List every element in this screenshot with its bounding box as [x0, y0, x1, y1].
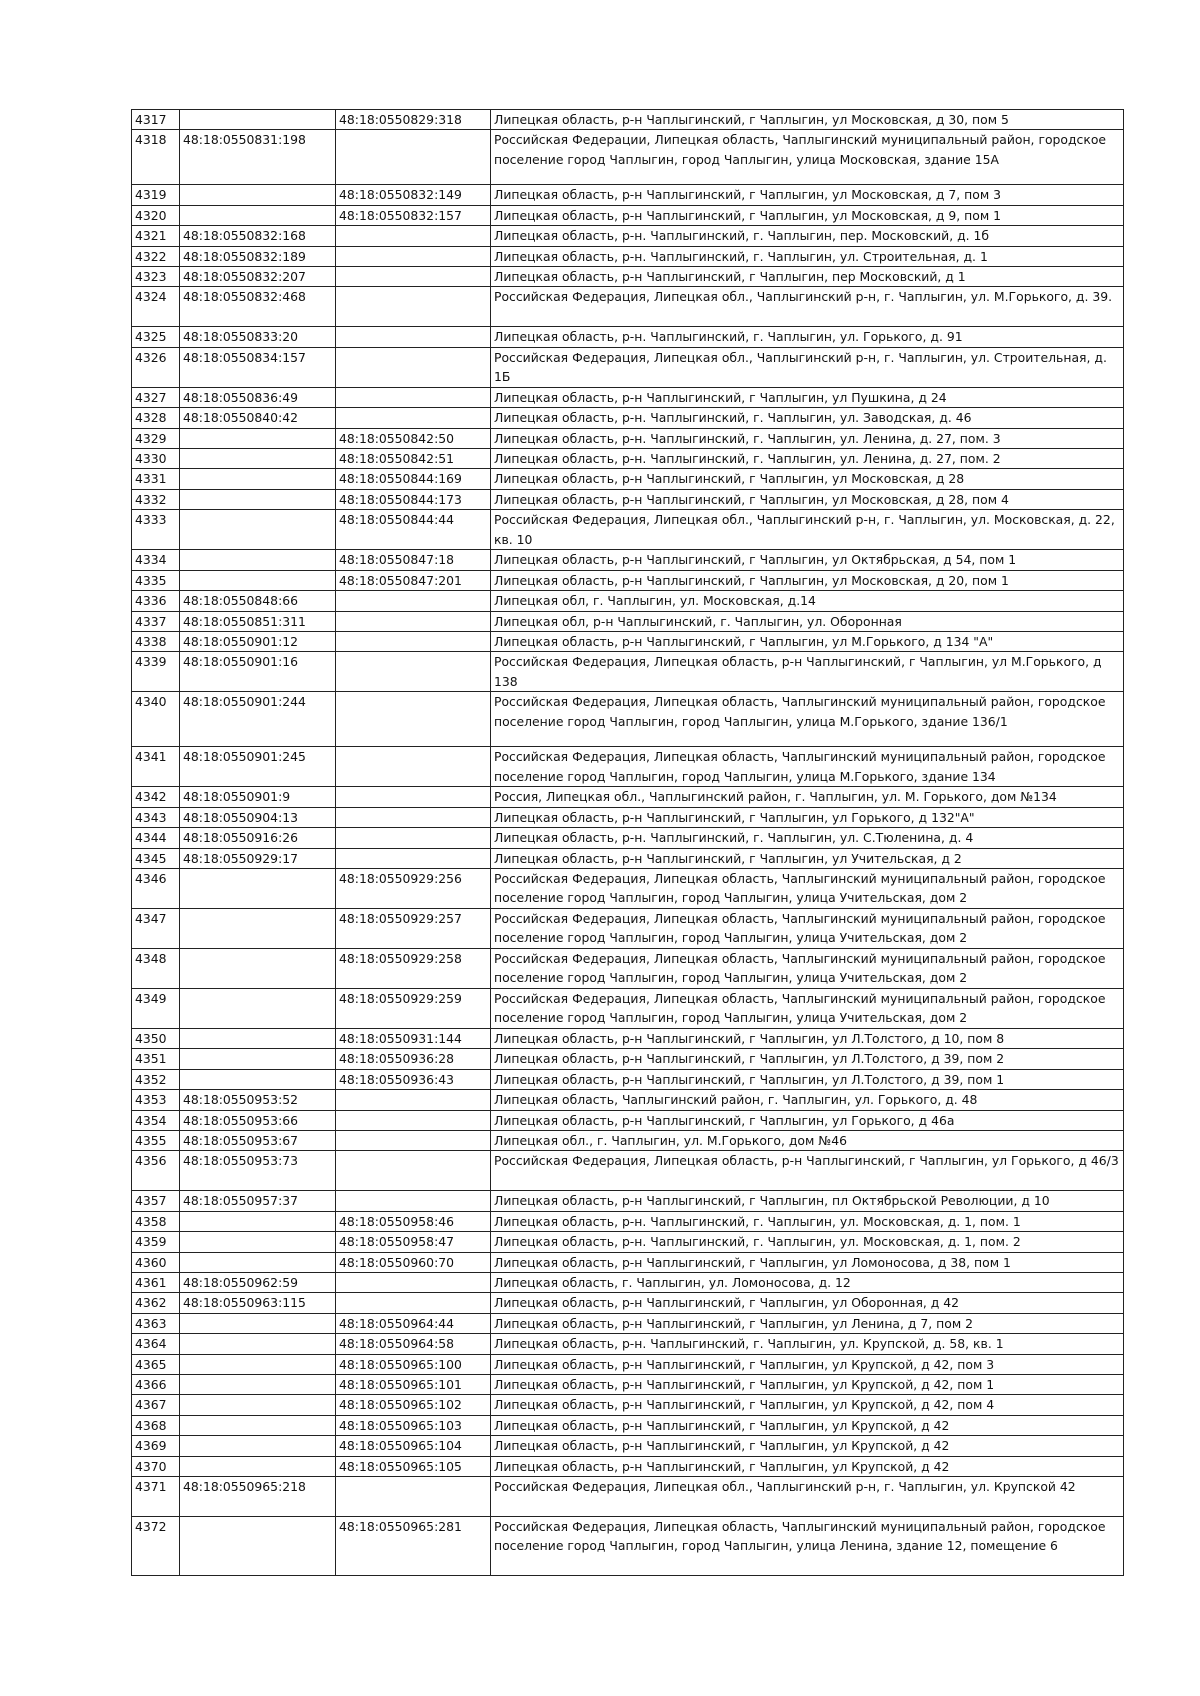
address-cell: Липецкая обл, р-н Чаплыгинский, г. Чаплыгин, ул. Оборонная — [491, 611, 1124, 631]
table-row — [132, 652, 1124, 692]
cadastral-land-cell — [180, 1456, 336, 1476]
table-row — [132, 185, 1124, 205]
row-number-cell: 4334 — [132, 550, 180, 570]
cadastral-object-cell: 48:18:0550960:70 — [336, 1252, 491, 1272]
cadastral-object-cell — [336, 631, 491, 651]
cadastral-land-cell — [180, 205, 336, 225]
cadastral-object-cell — [336, 347, 491, 387]
cadastral-land-cell: 48:18:0550965:218 — [180, 1477, 336, 1517]
row-number-cell: 4369 — [132, 1436, 180, 1456]
address-cell: Липецкая область, р-н Чаплыгинский, г Чаплыгин, ул Крупской, д 42, пом 4 — [491, 1395, 1124, 1415]
table-row — [132, 1456, 1124, 1476]
address-cell: Липецкая область, г. Чаплыгин, ул. Ломоносова, д. 12 — [491, 1273, 1124, 1293]
row-number-cell: 4341 — [132, 747, 180, 787]
cadastral-object-cell: 48:18:0550965:105 — [336, 1456, 491, 1476]
row-number-cell: 4365 — [132, 1354, 180, 1374]
cadastral-land-cell — [180, 1313, 336, 1333]
cadastral-land-cell: 48:18:0550848:66 — [180, 591, 336, 611]
cadastral-land-cell — [180, 1334, 336, 1354]
cadastral-land-cell: 48:18:0550962:59 — [180, 1273, 336, 1293]
cadastral-object-cell — [336, 692, 491, 747]
cadastral-land-cell: 48:18:0550901:9 — [180, 787, 336, 807]
table-row — [132, 205, 1124, 225]
row-number-cell: 4356 — [132, 1151, 180, 1191]
row-number-cell: 4361 — [132, 1273, 180, 1293]
table-row — [132, 1273, 1124, 1293]
cadastral-object-cell: 48:18:0550965:100 — [336, 1354, 491, 1374]
table-row — [132, 1517, 1124, 1576]
row-number-cell: 4358 — [132, 1211, 180, 1231]
address-cell: Российская Федерация, Липецкая обл., Чаплыгинский р-н, г. Чаплыгин, ул. Строительная, д. 1Б — [491, 347, 1124, 387]
address-cell: Липецкая область, р-н Чаплыгинский, г Чаплыгин, ул Московская, д 30, пом 5 — [491, 110, 1124, 130]
row-number-cell: 4324 — [132, 287, 180, 327]
row-number-cell: 4327 — [132, 387, 180, 407]
cadastral-object-cell: 48:18:0550929:259 — [336, 988, 491, 1028]
address-cell: Липецкая область, р-н Чаплыгинский, г Чаплыгин, ул Московская, д 28 — [491, 469, 1124, 489]
address-cell: Липецкая область, Чаплыгинский район, г. Чаплыгин, ул. Горького, д. 48 — [491, 1090, 1124, 1110]
cadastral-land-cell: 48:18:0550834:157 — [180, 347, 336, 387]
row-number-cell: 4335 — [132, 570, 180, 590]
cadastral-object-cell: 48:18:0550958:47 — [336, 1232, 491, 1252]
cadastral-object-cell: 48:18:0550965:101 — [336, 1375, 491, 1395]
cadastral-land-cell — [180, 449, 336, 469]
table-row — [132, 1415, 1124, 1435]
registry-table-body — [132, 110, 1124, 1576]
address-cell: Российская Федерация, Липецкая область, Чаплыгинский муниципальный район, городское поселение город Чаплыгин, город Чаплыгин, улица Учительская, дом 2 — [491, 868, 1124, 908]
address-cell: Липецкая область, р-н Чаплыгинский, г Чаплыгин, ул Ленина, д 7, пом 2 — [491, 1313, 1124, 1333]
table-row — [132, 1354, 1124, 1374]
row-number-cell: 4330 — [132, 449, 180, 469]
address-cell: Российская Федерация, Липецкая обл., Чаплыгинский р-н, г. Чаплыгин, ул. Московская, д. 22, кв. 10 — [491, 510, 1124, 550]
address-cell: Липецкая область, р-н Чаплыгинский, г Чаплыгин, ул Крупской, д 42, пом 1 — [491, 1375, 1124, 1395]
cadastral-land-cell: 48:18:0550836:49 — [180, 387, 336, 407]
address-cell: Липецкая область, р-н Чаплыгинский, г Чаплыгин, ул Крупской, д 42 — [491, 1456, 1124, 1476]
row-number-cell: 4320 — [132, 205, 180, 225]
cadastral-land-cell: 48:18:0550832:168 — [180, 226, 336, 246]
table-row — [132, 1211, 1124, 1231]
cadastral-land-cell — [180, 1395, 336, 1415]
table-row — [132, 408, 1124, 428]
cadastral-object-cell — [336, 1293, 491, 1313]
row-number-cell: 4353 — [132, 1090, 180, 1110]
address-cell: Липецкая область, р-н Чаплыгинский, г Чаплыгин, ул М.Горького, д 134 "А" — [491, 631, 1124, 651]
row-number-cell: 4368 — [132, 1415, 180, 1435]
table-row — [132, 267, 1124, 287]
row-number-cell: 4333 — [132, 510, 180, 550]
row-number-cell: 4347 — [132, 908, 180, 948]
row-number-cell: 4338 — [132, 631, 180, 651]
address-cell: Липецкая область, р-н. Чаплыгинский, г. Чаплыгин, ул. Ленина, д. 27, пом. 3 — [491, 428, 1124, 448]
address-cell: Липецкая область, р-н Чаплыгинский, г Чаплыгин, ул Октябрьская, д 54, пом 1 — [491, 550, 1124, 570]
address-cell: Липецкая область, р-н. Чаплыгинский, г. Чаплыгин, ул. С.Тюленина, д. 4 — [491, 828, 1124, 848]
row-number-cell: 4367 — [132, 1395, 180, 1415]
table-row — [132, 611, 1124, 631]
cadastral-land-cell — [180, 469, 336, 489]
row-number-cell: 4350 — [132, 1028, 180, 1048]
cadastral-object-cell: 48:18:0550847:18 — [336, 550, 491, 570]
cadastral-land-cell — [180, 1252, 336, 1272]
cadastral-land-cell: 48:18:0550904:13 — [180, 807, 336, 827]
address-cell: Липецкая область, р-н Чаплыгинский, г Чаплыгин, пер Московский, д 1 — [491, 267, 1124, 287]
row-number-cell: 4337 — [132, 611, 180, 631]
table-row — [132, 287, 1124, 327]
cadastral-object-cell — [336, 1273, 491, 1293]
table-row — [132, 130, 1124, 185]
cadastral-object-cell: 48:18:0550958:46 — [336, 1211, 491, 1231]
table-row — [132, 591, 1124, 611]
address-cell: Российская Федерация, Липецкая область, Чаплыгинский муниципальный район, городское поселение город Чаплыгин, город Чаплыгин, улица М.Горького, здание 134 — [491, 747, 1124, 787]
row-number-cell: 4371 — [132, 1477, 180, 1517]
table-row — [132, 570, 1124, 590]
table-row — [132, 489, 1124, 509]
row-number-cell: 4357 — [132, 1191, 180, 1211]
row-number-cell: 4321 — [132, 226, 180, 246]
table-row — [132, 469, 1124, 489]
cadastral-land-cell — [180, 1415, 336, 1435]
row-number-cell: 4360 — [132, 1252, 180, 1272]
row-number-cell: 4331 — [132, 469, 180, 489]
row-number-cell: 4343 — [132, 807, 180, 827]
cadastral-object-cell: 48:18:0550847:201 — [336, 570, 491, 590]
address-cell: Липецкая область, р-н Чаплыгинский, г Чаплыгин, ул Пушкина, д 24 — [491, 387, 1124, 407]
cadastral-object-cell: 48:18:0550929:258 — [336, 948, 491, 988]
table-row — [132, 828, 1124, 848]
cadastral-land-cell: 48:18:0550963:115 — [180, 1293, 336, 1313]
cadastral-object-cell — [336, 408, 491, 428]
address-cell: Российская Федерация, Липецкая обл., Чаплыгинский р-н, г. Чаплыгин, ул. Крупской 42 — [491, 1477, 1124, 1517]
row-number-cell: 4322 — [132, 246, 180, 266]
cadastral-land-cell — [180, 510, 336, 550]
table-row — [132, 246, 1124, 266]
table-row — [132, 1395, 1124, 1415]
cadastral-land-cell: 48:18:0550916:26 — [180, 828, 336, 848]
address-cell: Российская Федерация, Липецкая область, Чаплыгинский муниципальный район, городское поселение город Чаплыгин, город Чаплыгин, улица Учительская, дом 2 — [491, 948, 1124, 988]
address-cell: Российская Федерация, Липецкая область, р-н Чаплыгинский, г Чаплыгин, ул Горького, д 46/3 — [491, 1151, 1124, 1191]
cadastral-land-cell — [180, 1375, 336, 1395]
table-row — [132, 1049, 1124, 1069]
row-number-cell: 4317 — [132, 110, 180, 130]
cadastral-land-cell — [180, 948, 336, 988]
table-row — [132, 948, 1124, 988]
cadastral-object-cell: 48:18:0550965:103 — [336, 1415, 491, 1435]
address-cell: Россия, Липецкая обл., Чаплыгинский район, г. Чаплыгин, ул. М. Горького, дом №134 — [491, 787, 1124, 807]
row-number-cell: 4319 — [132, 185, 180, 205]
address-cell: Липецкая область, р-н Чаплыгинский, г Чаплыгин, ул Оборонная, д 42 — [491, 1293, 1124, 1313]
table-row — [132, 807, 1124, 827]
address-cell: Российская Федерация, Липецкая обл., Чаплыгинский р-н, г. Чаплыгин, ул. М.Горького, д. 39. — [491, 287, 1124, 327]
table-row — [132, 1293, 1124, 1313]
address-cell: Липецкая область, р-н. Чаплыгинский, г. Чаплыгин, ул. Московская, д. 1, пом. 2 — [491, 1232, 1124, 1252]
table-row — [132, 1090, 1124, 1110]
table-row — [132, 1191, 1124, 1211]
row-number-cell: 4345 — [132, 848, 180, 868]
cadastral-object-cell — [336, 591, 491, 611]
address-cell: Липецкая область, р-н Чаплыгинский, г Чаплыгин, ул Горького, д 132"А" — [491, 807, 1124, 827]
cadastral-object-cell — [336, 387, 491, 407]
table-row — [132, 631, 1124, 651]
cadastral-land-cell: 48:18:0550953:67 — [180, 1130, 336, 1150]
cadastral-land-cell: 48:18:0550953:52 — [180, 1090, 336, 1110]
address-cell: Липецкая обл, г. Чаплыгин, ул. Московская, д.14 — [491, 591, 1124, 611]
cadastral-land-cell — [180, 908, 336, 948]
row-number-cell: 4359 — [132, 1232, 180, 1252]
cadastral-object-cell: 48:18:0550844:169 — [336, 469, 491, 489]
cadastral-land-cell: 48:18:0550901:244 — [180, 692, 336, 747]
table-row — [132, 1252, 1124, 1272]
cadastral-object-cell — [336, 652, 491, 692]
row-number-cell: 4325 — [132, 327, 180, 347]
address-cell: Липецкая область, р-н Чаплыгинский, г Чаплыгин, пл Октябрьской Революции, д 10 — [491, 1191, 1124, 1211]
cadastral-land-cell — [180, 110, 336, 130]
row-number-cell: 4363 — [132, 1313, 180, 1333]
cadastral-object-cell: 48:18:0550844:173 — [336, 489, 491, 509]
row-number-cell: 4366 — [132, 1375, 180, 1395]
cadastral-land-cell: 48:18:0550957:37 — [180, 1191, 336, 1211]
table-row — [132, 1232, 1124, 1252]
cadastral-land-cell — [180, 428, 336, 448]
table-row — [132, 428, 1124, 448]
table-row — [132, 510, 1124, 550]
address-cell: Российская Федерация, Липецкая область, р-н Чаплыгинский, г Чаплыгин, ул М.Горького, д 138 — [491, 652, 1124, 692]
cadastral-object-cell: 48:18:0550931:144 — [336, 1028, 491, 1048]
address-cell: Липецкая область, р-н. Чаплыгинский, г. Чаплыгин, ул. Ленина, д. 27, пом. 2 — [491, 449, 1124, 469]
cadastral-object-cell: 48:18:0550829:318 — [336, 110, 491, 130]
cadastral-object-cell — [336, 828, 491, 848]
address-cell: Липецкая область, р-н. Чаплыгинский, г. Чаплыгин, пер. Московский, д. 1б — [491, 226, 1124, 246]
table-row — [132, 550, 1124, 570]
cadastral-land-cell — [180, 1069, 336, 1089]
table-row — [132, 1151, 1124, 1191]
row-number-cell: 4318 — [132, 130, 180, 185]
row-number-cell: 4336 — [132, 591, 180, 611]
table-row — [132, 988, 1124, 1028]
row-number-cell: 4354 — [132, 1110, 180, 1130]
cadastral-land-cell — [180, 1028, 336, 1048]
cadastral-object-cell — [336, 130, 491, 185]
cadastral-object-cell: 48:18:0550844:44 — [336, 510, 491, 550]
address-cell: Липецкая область, р-н Чаплыгинский, г Чаплыгин, ул Горького, д 46а — [491, 1110, 1124, 1130]
cadastral-object-cell — [336, 807, 491, 827]
cadastral-object-cell — [336, 246, 491, 266]
row-number-cell: 4352 — [132, 1069, 180, 1089]
cadastral-land-cell — [180, 1211, 336, 1231]
cadastral-land-cell — [180, 1436, 336, 1456]
cadastral-land-cell — [180, 550, 336, 570]
row-number-cell: 4328 — [132, 408, 180, 428]
table-row — [132, 1375, 1124, 1395]
cadastral-object-cell: 48:18:0550936:43 — [336, 1069, 491, 1089]
row-number-cell: 4355 — [132, 1130, 180, 1150]
row-number-cell: 4323 — [132, 267, 180, 287]
address-cell: Липецкая область, р-н Чаплыгинский, г Чаплыгин, ул Л.Толстого, д 39, пом 1 — [491, 1069, 1124, 1089]
address-cell: Липецкая область, р-н. Чаплыгинский, г. Чаплыгин, ул. Строительная, д. 1 — [491, 246, 1124, 266]
table-row — [132, 110, 1124, 130]
table-row — [132, 1069, 1124, 1089]
row-number-cell: 4344 — [132, 828, 180, 848]
cadastral-land-cell: 48:18:0550833:20 — [180, 327, 336, 347]
row-number-cell: 4370 — [132, 1456, 180, 1476]
cadastral-land-cell: 48:18:0550901:245 — [180, 747, 336, 787]
cadastral-object-cell — [336, 1130, 491, 1150]
cadastral-object-cell — [336, 747, 491, 787]
cadastral-object-cell — [336, 1477, 491, 1517]
cadastral-land-cell — [180, 1517, 336, 1576]
address-cell: Липецкая область, р-н Чаплыгинский, г Чаплыгин, ул Московская, д 9, пом 1 — [491, 205, 1124, 225]
cadastral-object-cell: 48:18:0550964:44 — [336, 1313, 491, 1333]
table-row — [132, 1477, 1124, 1517]
cadastral-land-cell: 48:18:0550840:42 — [180, 408, 336, 428]
address-cell: Российская Федерация, Липецкая область, Чаплыгинский муниципальный район, городское поселение город Чаплыгин, город Чаплыгин, улица Учительская, дом 2 — [491, 988, 1124, 1028]
row-number-cell: 4332 — [132, 489, 180, 509]
cadastral-land-cell: 48:18:0550831:198 — [180, 130, 336, 185]
address-cell: Российская Федерация, Липецкая область, Чаплыгинский муниципальный район, городское поселение город Чаплыгин, город Чаплыгин, улица Ленина, здание 12, помещение 6 — [491, 1517, 1124, 1576]
address-cell: Липецкая область, р-н. Чаплыгинский, г. Чаплыгин, ул. Крупской, д. 58, кв. 1 — [491, 1334, 1124, 1354]
table-row — [132, 1334, 1124, 1354]
cadastral-land-cell: 48:18:0550832:207 — [180, 267, 336, 287]
cadastral-object-cell: 48:18:0550965:104 — [336, 1436, 491, 1456]
table-row — [132, 848, 1124, 868]
cadastral-land-cell — [180, 988, 336, 1028]
cadastral-land-cell: 48:18:0550832:468 — [180, 287, 336, 327]
cadastral-land-cell — [180, 868, 336, 908]
cadastral-land-cell — [180, 570, 336, 590]
cadastral-object-cell — [336, 611, 491, 631]
address-cell: Российская Федерации, Липецкая область, Чаплыгинский муниципальный район, городское поселение город Чаплыгин, город Чаплыгин, улица Московская, здание 15А — [491, 130, 1124, 185]
address-cell: Липецкая область, р-н. Чаплыгинский, г. Чаплыгин, ул. Московская, д. 1, пом. 1 — [491, 1211, 1124, 1231]
cadastral-object-cell — [336, 1191, 491, 1211]
cadastral-land-cell: 48:18:0550929:17 — [180, 848, 336, 868]
table-row — [132, 1313, 1124, 1333]
row-number-cell: 4348 — [132, 948, 180, 988]
address-cell: Липецкая область, р-н Чаплыгинский, г Чаплыгин, ул Московская, д 7, пом 3 — [491, 185, 1124, 205]
cadastral-land-cell: 48:18:0550901:12 — [180, 631, 336, 651]
table-row — [132, 1110, 1124, 1130]
cadastral-object-cell: 48:18:0550936:28 — [336, 1049, 491, 1069]
cadastral-object-cell — [336, 1090, 491, 1110]
cadastral-land-cell: 48:18:0550901:16 — [180, 652, 336, 692]
cadastral-object-cell — [336, 1110, 491, 1130]
table-row — [132, 1436, 1124, 1456]
address-cell: Липецкая область, р-н Чаплыгинский, г Чаплыгин, ул Крупской, д 42 — [491, 1415, 1124, 1435]
row-number-cell: 4340 — [132, 692, 180, 747]
address-cell: Липецкая область, р-н. Чаплыгинский, г. Чаплыгин, ул. Заводская, д. 46 — [491, 408, 1124, 428]
row-number-cell: 4329 — [132, 428, 180, 448]
address-cell: Липецкая область, р-н Чаплыгинский, г Чаплыгин, ул Учительская, д 2 — [491, 848, 1124, 868]
cadastral-object-cell: 48:18:0550964:58 — [336, 1334, 491, 1354]
table-row — [132, 449, 1124, 469]
table-row — [132, 692, 1124, 747]
table-row — [132, 908, 1124, 948]
cadastral-land-cell — [180, 1049, 336, 1069]
cadastral-object-cell: 48:18:0550965:281 — [336, 1517, 491, 1576]
address-cell: Российская Федерация, Липецкая область, Чаплыгинский муниципальный район, городское поселение город Чаплыгин, город Чаплыгин, улица Учительская, дом 2 — [491, 908, 1124, 948]
table-row — [132, 327, 1124, 347]
cadastral-object-cell: 48:18:0550965:102 — [336, 1395, 491, 1415]
address-cell: Липецкая область, р-н Чаплыгинский, г Чаплыгин, ул Московская, д 20, пом 1 — [491, 570, 1124, 590]
cadastral-object-cell: 48:18:0550929:256 — [336, 868, 491, 908]
table-row — [132, 868, 1124, 908]
cadastral-object-cell — [336, 287, 491, 327]
row-number-cell: 4364 — [132, 1334, 180, 1354]
cadastral-object-cell: 48:18:0550832:157 — [336, 205, 491, 225]
row-number-cell: 4372 — [132, 1517, 180, 1576]
address-cell: Липецкая область, р-н. Чаплыгинский, г. Чаплыгин, ул. Горького, д. 91 — [491, 327, 1124, 347]
cadastral-object-cell — [336, 1151, 491, 1191]
cadastral-land-cell — [180, 1232, 336, 1252]
address-cell: Российская Федерация, Липецкая область, Чаплыгинский муниципальный район, городское поселение город Чаплыгин, город Чаплыгин, улица М.Горького, здание 136/1 — [491, 692, 1124, 747]
table-row — [132, 226, 1124, 246]
table-row — [132, 1028, 1124, 1048]
address-cell: Липецкая область, р-н Чаплыгинский, г Чаплыгин, ул Ломоносова, д 38, пом 1 — [491, 1252, 1124, 1272]
cadastral-object-cell: 48:18:0550929:257 — [336, 908, 491, 948]
table-row — [132, 1130, 1124, 1150]
row-number-cell: 4346 — [132, 868, 180, 908]
table-row — [132, 347, 1124, 387]
address-cell: Липецкая область, р-н Чаплыгинский, г Чаплыгин, ул Московская, д 28, пом 4 — [491, 489, 1124, 509]
address-cell: Липецкая обл., г. Чаплыгин, ул. М.Горького, дом №46 — [491, 1130, 1124, 1150]
address-cell: Липецкая область, р-н Чаплыгинский, г Чаплыгин, ул Л.Толстого, д 10, пом 8 — [491, 1028, 1124, 1048]
row-number-cell: 4349 — [132, 988, 180, 1028]
cadastral-land-cell — [180, 489, 336, 509]
cadastral-object-cell — [336, 267, 491, 287]
cadastral-land-cell: 48:18:0550953:73 — [180, 1151, 336, 1191]
table-row — [132, 387, 1124, 407]
cadastral-land-cell: 48:18:0550953:66 — [180, 1110, 336, 1130]
cadastral-land-cell: 48:18:0550851:311 — [180, 611, 336, 631]
cadastral-object-cell: 48:18:0550832:149 — [336, 185, 491, 205]
address-cell: Липецкая область, р-н Чаплыгинский, г Чаплыгин, ул Л.Толстого, д 39, пом 2 — [491, 1049, 1124, 1069]
cadastral-land-cell — [180, 185, 336, 205]
cadastral-object-cell — [336, 787, 491, 807]
address-cell: Липецкая область, р-н Чаплыгинский, г Чаплыгин, ул Крупской, д 42 — [491, 1436, 1124, 1456]
cadastral-object-cell — [336, 226, 491, 246]
cadastral-object-cell: 48:18:0550842:50 — [336, 428, 491, 448]
cadastral-object-cell: 48:18:0550842:51 — [336, 449, 491, 469]
registry-table — [131, 109, 1124, 1576]
row-number-cell: 4342 — [132, 787, 180, 807]
table-row — [132, 787, 1124, 807]
cadastral-land-cell — [180, 1354, 336, 1374]
row-number-cell: 4362 — [132, 1293, 180, 1313]
cadastral-object-cell — [336, 327, 491, 347]
cadastral-object-cell — [336, 848, 491, 868]
cadastral-land-cell: 48:18:0550832:189 — [180, 246, 336, 266]
table-row — [132, 747, 1124, 787]
address-cell: Липецкая область, р-н Чаплыгинский, г Чаплыгин, ул Крупской, д 42, пом 3 — [491, 1354, 1124, 1374]
row-number-cell: 4339 — [132, 652, 180, 692]
row-number-cell: 4326 — [132, 347, 180, 387]
row-number-cell: 4351 — [132, 1049, 180, 1069]
